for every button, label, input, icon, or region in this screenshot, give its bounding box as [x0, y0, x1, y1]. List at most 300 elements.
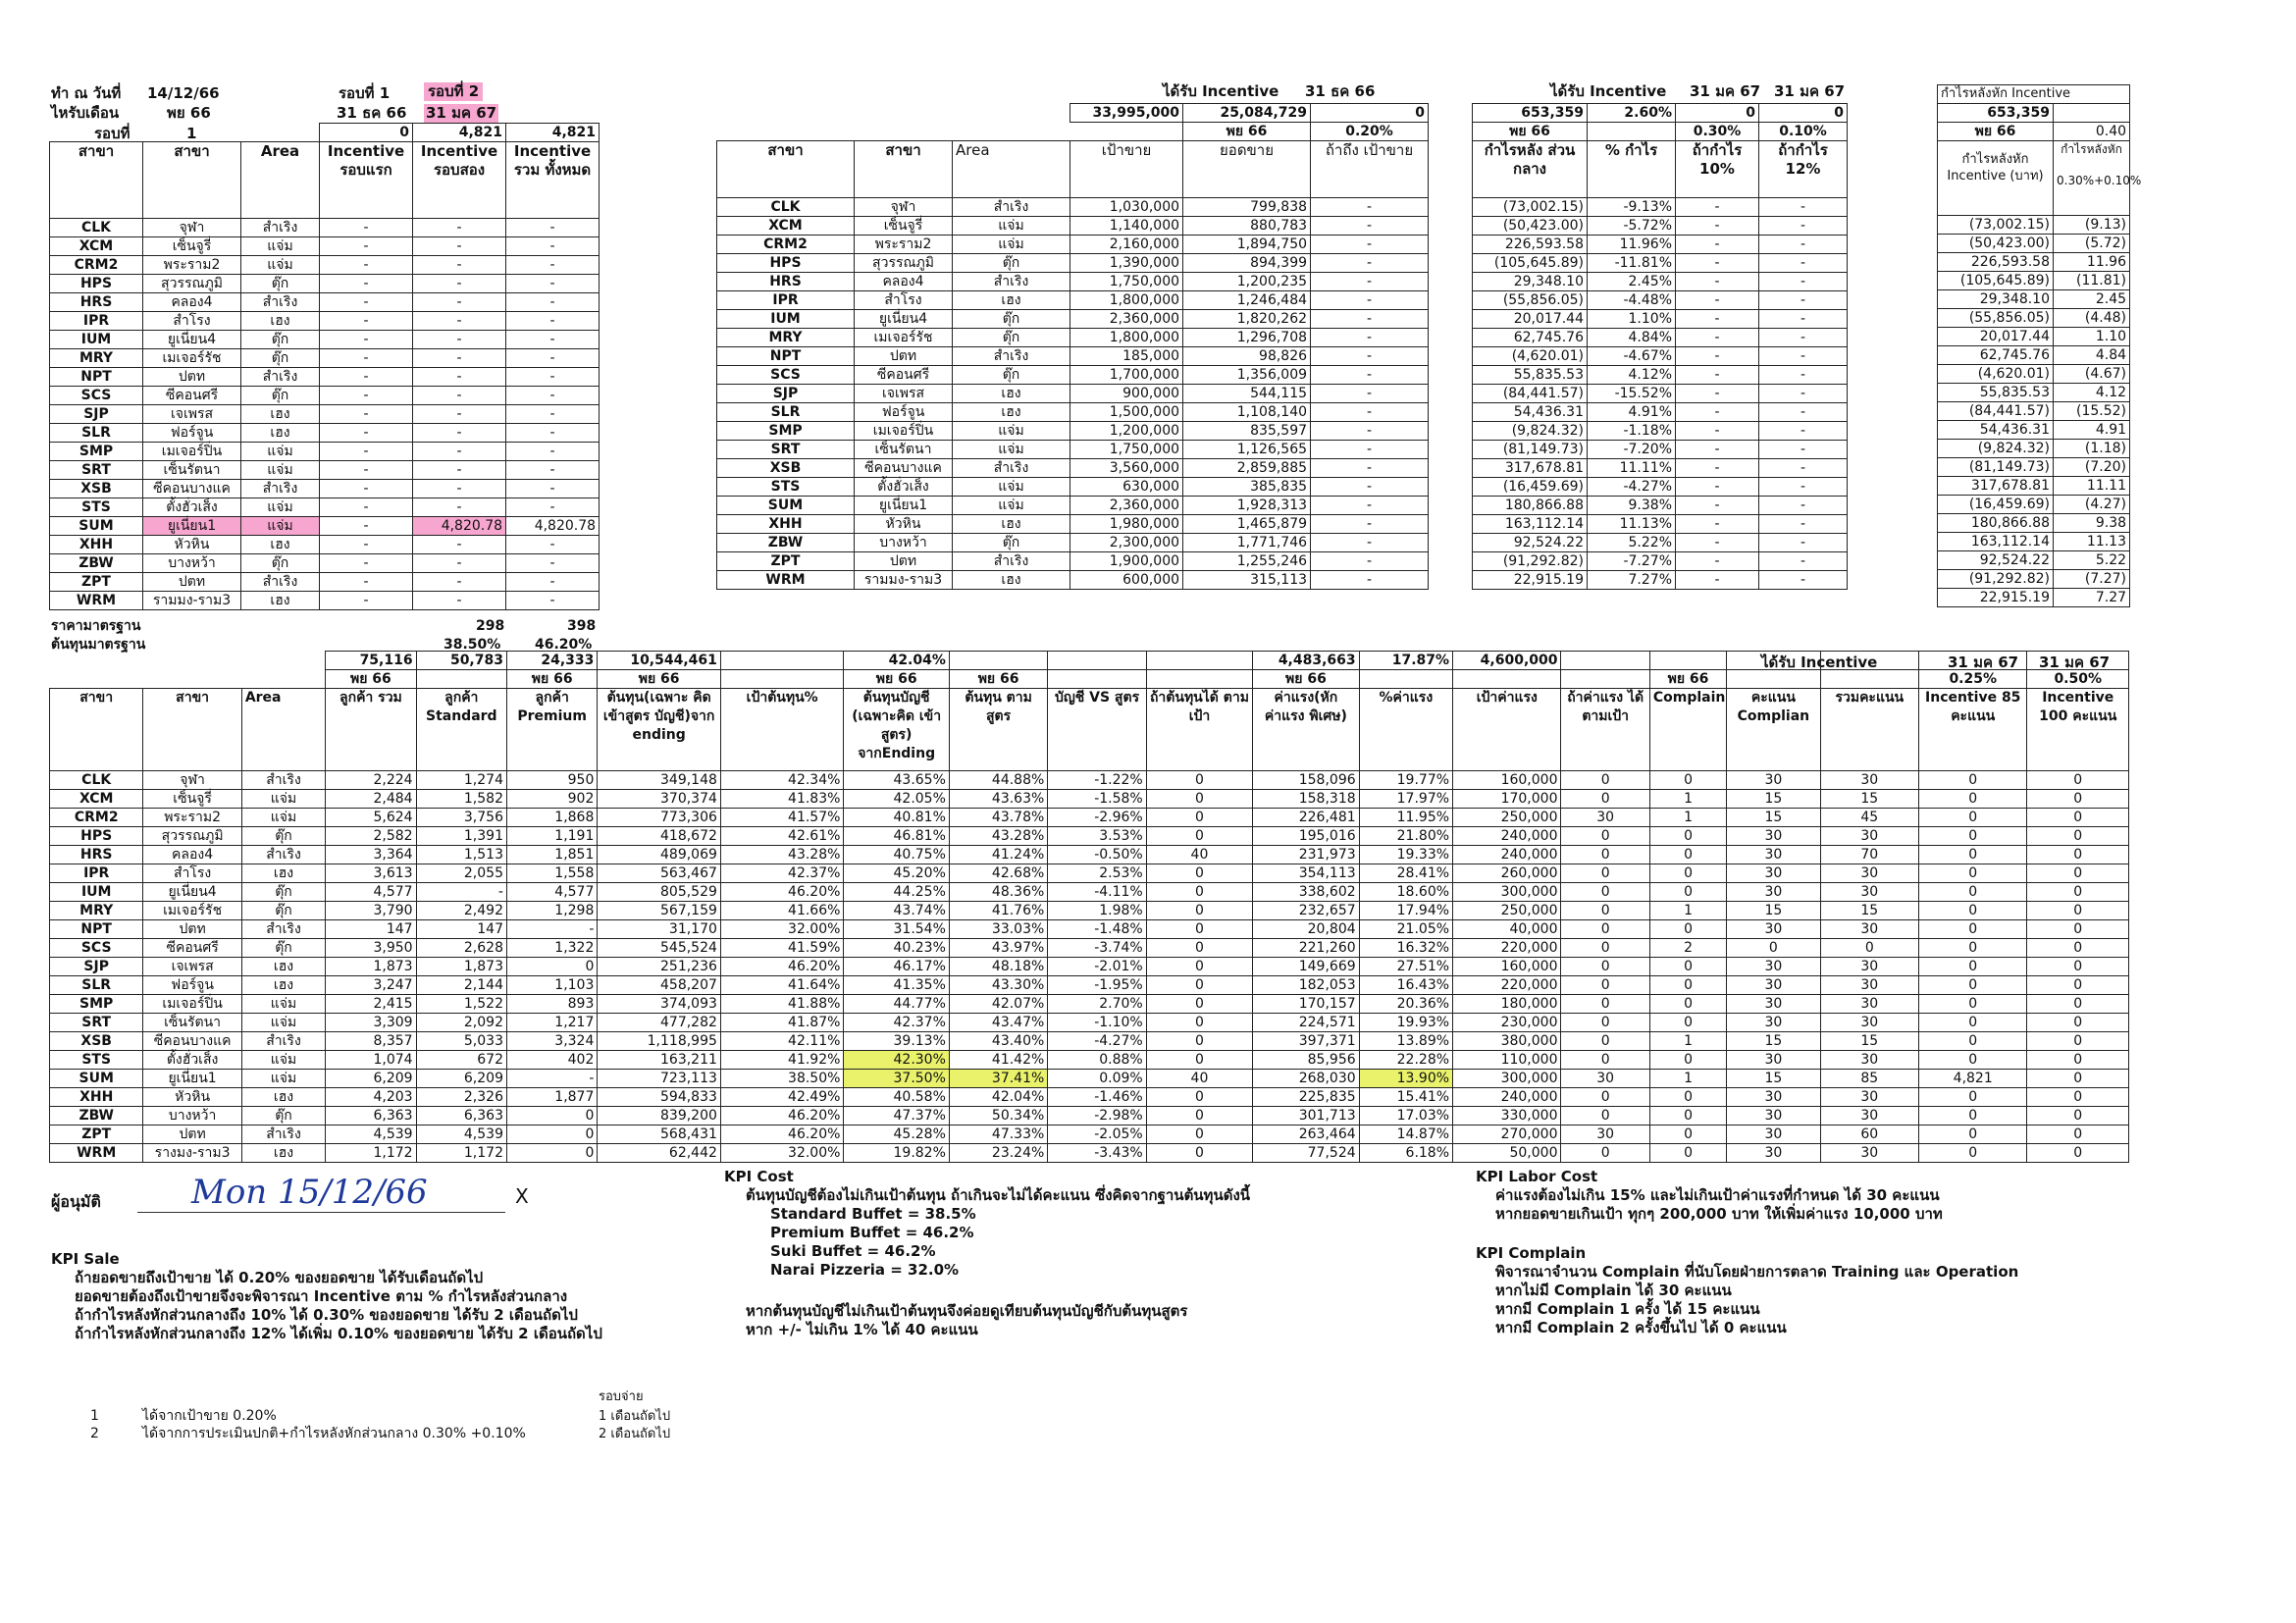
footnote-round: 2 เดือนถัดไป: [599, 1427, 671, 1441]
table-cell: 17.97%: [1359, 790, 1452, 809]
table-cell: 0: [1919, 902, 2027, 920]
table-cell: 0: [1649, 1126, 1726, 1144]
table-row: [1473, 552, 1848, 571]
table-cell: สำเริง: [241, 368, 320, 387]
table-cell: -3.74%: [1048, 939, 1146, 958]
table-cell: 42.05%: [844, 790, 949, 809]
table-cell: เฮง: [241, 312, 320, 331]
after-incentive-title: กำไรหลังหัก Incentive: [1938, 85, 2130, 104]
table-cell: ZBW: [717, 534, 855, 552]
table-cell: -: [413, 237, 506, 256]
footnote-text: ได้จากการประเมินปกติ+กำไรหลังหักส่วนกลาง 0.30% +0.10%: [142, 1426, 526, 1441]
table-row: [50, 958, 2129, 976]
table-cell: 46.20%: [720, 958, 844, 976]
table-cell: 0: [1649, 958, 1726, 976]
table-cell: 1,298: [506, 902, 597, 920]
table-cell: 5,624: [326, 809, 416, 827]
table-cell: 70: [1820, 846, 1918, 864]
table-cell: แจ่ม: [953, 441, 1070, 459]
table-cell: 3,790: [326, 902, 416, 920]
table-cell: STS: [50, 1051, 143, 1070]
table-row: [1938, 402, 2130, 421]
table-cell: (9,824.32): [1938, 440, 2054, 458]
table-cell: สำเริง: [241, 480, 320, 498]
table-cell: IUM: [717, 310, 855, 329]
table-cell: 42.61%: [720, 827, 844, 846]
table-cell: 232,657: [1253, 902, 1359, 920]
table-cell: -: [506, 256, 600, 275]
table-cell: หัวหิน: [143, 536, 241, 554]
col-header: [2054, 141, 2142, 216]
table-cell: 50.34%: [949, 1107, 1047, 1126]
table-cell: (16,459.69): [1473, 478, 1588, 497]
table-cell: -: [320, 237, 413, 256]
table-cell: 0: [1561, 1051, 1649, 1070]
table-cell: แจ่ม: [241, 237, 320, 256]
table-cell: 0: [1146, 771, 1252, 790]
table-cell: 158,318: [1253, 790, 1359, 809]
table-cell: 11.11%: [1588, 459, 1676, 478]
table-row: [717, 236, 1429, 254]
sales-rate: 0.20%: [1311, 123, 1429, 141]
table-cell: 3.53%: [1048, 827, 1146, 846]
table-cell: 1,200,000: [1070, 422, 1183, 441]
kpi-month: พย 66: [1649, 670, 1726, 689]
table-cell: ตั้งฮั่วเส็ง: [143, 1051, 241, 1070]
table-cell: 77,524: [1253, 1144, 1359, 1163]
table-cell: 42.49%: [720, 1088, 844, 1107]
table-cell: 41.57%: [720, 809, 844, 827]
after-incentive-rows: [1938, 216, 2130, 607]
table-cell: ZPT: [717, 552, 855, 571]
table-cell: 568,431: [598, 1126, 721, 1144]
table-cell: 30: [1820, 995, 1918, 1014]
table-cell: 1: [1649, 809, 1726, 827]
table-row: [1473, 497, 1848, 515]
table-cell: -: [1759, 534, 1848, 552]
table-row: [717, 254, 1429, 273]
table-cell: 41.59%: [720, 939, 844, 958]
table-cell: แจ่ม: [241, 1014, 325, 1032]
sales-total-sales: 25,084,729: [1183, 104, 1311, 123]
table-cell: -: [320, 405, 413, 424]
table-row: [50, 902, 2129, 920]
table-cell: (55,856.05): [1938, 309, 2054, 328]
table-cell: 163,112.14: [1938, 533, 2054, 551]
round2-total: 4,821: [413, 124, 506, 142]
table-cell: แจ่ม: [241, 995, 325, 1014]
table-cell: 0: [1561, 846, 1649, 864]
table-cell: (15.52): [2054, 402, 2130, 421]
table-cell: XHH: [50, 536, 143, 554]
table-cell: -: [1759, 422, 1848, 441]
table-cell: 85: [1820, 1070, 1918, 1088]
col-header: ลูกค้า รวม: [326, 689, 416, 771]
table-cell: 0: [2027, 864, 2129, 883]
table-cell: -: [1676, 291, 1759, 310]
table-cell: ซีคอนศรี: [143, 387, 241, 405]
table-cell: 85,956: [1253, 1051, 1359, 1070]
table-cell: 40,000: [1453, 920, 1561, 939]
table-cell: สำเริง: [953, 198, 1070, 217]
table-row: [717, 497, 1429, 515]
table-cell: -: [413, 443, 506, 461]
table-cell: 0: [1146, 1107, 1252, 1126]
table-cell: 315,113: [1183, 571, 1311, 590]
table-cell: 29,348.10: [1473, 273, 1588, 291]
table-cell: 2,160,000: [1070, 236, 1183, 254]
table-cell: 4,820.78: [506, 517, 600, 536]
std-price-label: ราคามาตรฐาน: [51, 618, 141, 634]
table-cell: XHH: [717, 515, 855, 534]
table-cell: -: [320, 293, 413, 312]
table-row: [50, 256, 600, 275]
table-cell: -4.27%: [1588, 478, 1676, 497]
sales-table: [716, 103, 1429, 590]
table-cell: 2: [1649, 939, 1726, 958]
kpi-complain-title: KPI Complain: [1476, 1244, 1587, 1262]
table-cell: 2,326: [416, 1088, 506, 1107]
table-cell: สำโรง: [143, 312, 241, 331]
table-cell: 397,371: [1253, 1032, 1359, 1051]
table-cell: พระราม2: [143, 256, 241, 275]
table-cell: 1,030,000: [1070, 198, 1183, 217]
table-row: [50, 976, 2129, 995]
table-cell: 43.63%: [949, 790, 1047, 809]
col-header: เป้าต้นทุน%: [720, 689, 844, 771]
table-cell: แจ่ม: [953, 217, 1070, 236]
table-cell: CLK: [50, 771, 143, 790]
table-cell: 1,582: [416, 790, 506, 809]
table-cell: 1,750,000: [1070, 441, 1183, 459]
kpi-date1: 31 มค 67: [1948, 654, 2019, 671]
table-row: [50, 827, 2129, 846]
table-cell: เมเจอร์รัช: [143, 349, 241, 368]
table-cell: SCS: [50, 387, 143, 405]
table-cell: -: [506, 293, 600, 312]
table-cell: แจ่ม: [953, 236, 1070, 254]
table-cell: 60: [1820, 1126, 1918, 1144]
table-cell: -: [320, 275, 413, 293]
col-header: ถ้ากำไร 12%: [1759, 141, 1848, 198]
table-cell: 1,246,484: [1183, 291, 1311, 310]
table-cell: -: [1759, 571, 1848, 590]
after-incentive-table: [1937, 84, 2142, 607]
table-row: [717, 571, 1429, 590]
approver-signature: Mon 15/12/66: [191, 1173, 428, 1212]
table-cell: แจ่ม: [241, 443, 320, 461]
table-cell: HRS: [50, 846, 143, 864]
table-cell: (91,292.82): [1473, 552, 1588, 571]
table-cell: -: [1311, 366, 1429, 385]
table-cell: 0: [1146, 1014, 1252, 1032]
table-cell: (50,423.00): [1938, 235, 2054, 253]
table-cell: 0: [1561, 1144, 1649, 1163]
table-cell: SJP: [50, 405, 143, 424]
table-cell: (9,824.32): [1473, 422, 1588, 441]
table-cell: 1,800,000: [1070, 329, 1183, 347]
table-cell: 20,804: [1253, 920, 1359, 939]
table-cell: 0: [1919, 958, 2027, 976]
table-cell: WRM: [50, 1144, 143, 1163]
table-cell: 773,306: [598, 809, 721, 827]
table-cell: -: [1311, 534, 1429, 552]
table-row: [1938, 458, 2130, 477]
footnote-num: 1: [90, 1408, 99, 1424]
table-cell: 4,577: [326, 883, 416, 902]
table-cell: -: [320, 517, 413, 536]
profit-month: พย 66: [1473, 123, 1588, 141]
table-cell: 0: [1919, 939, 2027, 958]
table-cell: HRS: [717, 273, 855, 291]
table-cell: 1,172: [326, 1144, 416, 1163]
table-cell: 2,092: [416, 1014, 506, 1032]
table-cell: -: [1311, 273, 1429, 291]
table-row: [717, 403, 1429, 422]
table-cell: 30: [1820, 883, 1918, 902]
table-row: [1473, 534, 1848, 552]
table-cell: (84,441.57): [1473, 385, 1588, 403]
kpi-total-customers: 75,116: [326, 652, 416, 670]
table-row: [717, 385, 1429, 403]
table-cell: -: [1311, 403, 1429, 422]
table-cell: 0: [1561, 995, 1649, 1014]
table-cell: 1,820,262: [1183, 310, 1311, 329]
table-cell: 41.42%: [949, 1051, 1047, 1070]
sales-total-incentive: 0: [1311, 104, 1429, 123]
table-cell: 15: [1727, 790, 1820, 809]
table-cell: เฮง: [241, 1144, 325, 1163]
table-cell: 4,539: [416, 1126, 506, 1144]
table-cell: 33.03%: [949, 920, 1047, 939]
col-header: บัญชี VS สูตร: [1048, 689, 1146, 771]
table-cell: 39.13%: [844, 1032, 949, 1051]
table-cell: 41.24%: [949, 846, 1047, 864]
table-cell: NPT: [717, 347, 855, 366]
table-cell: 0: [1919, 846, 2027, 864]
table-cell: แจ่ม: [953, 478, 1070, 497]
table-cell: 0: [1561, 827, 1649, 846]
table-row: [50, 1126, 2129, 1144]
footnote-round: 1 เดือนถัดไป: [599, 1409, 671, 1424]
table-cell: 2,224: [326, 771, 416, 790]
table-cell: 28.41%: [1359, 864, 1452, 883]
table-cell: 43.78%: [949, 809, 1047, 827]
table-row: [50, 1088, 2129, 1107]
table-cell: 62,442: [598, 1144, 721, 1163]
table-cell: 0: [1561, 976, 1649, 995]
table-cell: SCS: [50, 939, 143, 958]
table-cell: XSB: [50, 480, 143, 498]
table-cell: 0: [1649, 771, 1726, 790]
table-cell: 0: [1146, 958, 1252, 976]
table-cell: -1.10%: [1048, 1014, 1146, 1032]
table-cell: ตุ๊ก: [953, 329, 1070, 347]
table-cell: 30: [1727, 958, 1820, 976]
profit-total-10: 0: [1676, 104, 1759, 123]
table-cell: 0: [1561, 902, 1649, 920]
kpi-cost-item: Standard Buffet = 38.5%: [770, 1205, 976, 1223]
table-cell: 37.50%: [844, 1070, 949, 1088]
table-cell: 18.60%: [1359, 883, 1452, 902]
table-cell: 0: [1649, 827, 1726, 846]
table-cell: 0: [1146, 1032, 1252, 1051]
col-header: Area: [953, 141, 1070, 198]
table-row: [1473, 385, 1848, 403]
kpi-date2: 31 มค 67: [2039, 654, 2111, 671]
table-cell: สำเริง: [241, 1126, 325, 1144]
table-cell: 0: [1919, 995, 2027, 1014]
table-cell: เฮง: [241, 864, 325, 883]
std-price-2: 398: [567, 618, 597, 634]
table-cell: 900,000: [1070, 385, 1183, 403]
kpi-sale-line: ยอดขายต้องถึงเป้าขายจึงจะพิจารณา Incentive ตาม % กำไรหลังส่วนกลาง: [75, 1287, 568, 1305]
table-cell: -: [416, 883, 506, 902]
after-incentive-total: 653,359: [1938, 104, 2054, 123]
table-row: [50, 219, 600, 237]
table-cell: เจเพรส: [143, 405, 241, 424]
table-cell: 40.58%: [844, 1088, 949, 1107]
table-cell: 0: [1146, 939, 1252, 958]
table-cell: เซ็นรัตนา: [855, 441, 953, 459]
table-cell: 0: [1146, 1088, 1252, 1107]
table-cell: 1,868: [506, 809, 597, 827]
table-cell: 0: [1727, 939, 1820, 958]
table-cell: -4.48%: [1588, 291, 1676, 310]
table-cell: -: [506, 237, 600, 256]
table-cell: 268,030: [1253, 1070, 1359, 1088]
table-cell: -: [1759, 515, 1848, 534]
table-cell: -: [320, 536, 413, 554]
table-cell: -9.13%: [1588, 198, 1676, 217]
table-row: [717, 198, 1429, 217]
table-row: [50, 387, 600, 405]
table-row: [1473, 571, 1848, 590]
table-row: [50, 920, 2129, 939]
table-cell: 1,900,000: [1070, 552, 1183, 571]
sales-total-target: 33,995,000: [1070, 104, 1183, 123]
table-cell: 1: [1649, 1070, 1726, 1088]
table-cell: 2.70%: [1048, 995, 1146, 1014]
table-cell: เฮง: [241, 536, 320, 554]
kpi-month: พย 66: [949, 670, 1047, 689]
table-cell: 1,200,235: [1183, 273, 1311, 291]
table-cell: -: [1311, 385, 1429, 403]
col-header: Incentive 85 คะแนน: [1919, 689, 2027, 771]
table-cell: 43.74%: [844, 902, 949, 920]
table-cell: 458,207: [598, 976, 721, 995]
table-cell: -: [320, 424, 413, 443]
table-cell: -: [1311, 236, 1429, 254]
kpi-total-labor: 4,483,663: [1253, 652, 1359, 670]
profit-table: [1472, 103, 1848, 590]
table-cell: เซ็นจูรี่: [143, 790, 241, 809]
kpi-month: พย 66: [598, 670, 721, 689]
table-cell: 1,322: [506, 939, 597, 958]
table-cell: 15: [1727, 902, 1820, 920]
table-cell: -: [1311, 515, 1429, 534]
table-cell: -: [1759, 291, 1848, 310]
table-cell: 48.18%: [949, 958, 1047, 976]
table-cell: เซ็นรัตนา: [143, 461, 241, 480]
table-row: [50, 1032, 2129, 1051]
table-cell: 4.84%: [1588, 329, 1676, 347]
table-cell: 43.30%: [949, 976, 1047, 995]
table-cell: -7.27%: [1588, 552, 1676, 571]
table-row: [1473, 329, 1848, 347]
kpi-cost-title: KPI Cost: [724, 1168, 794, 1185]
table-cell: (55,856.05): [1473, 291, 1588, 310]
table-cell: 27.51%: [1359, 958, 1452, 976]
table-cell: 180,000: [1453, 995, 1561, 1014]
table-cell: -: [1759, 347, 1848, 366]
table-cell: ZPT: [50, 573, 143, 592]
table-cell: 16.43%: [1359, 976, 1452, 995]
round1-label: รอบที่ 1: [339, 84, 391, 102]
table-cell: ตุ๊ก: [241, 1107, 325, 1126]
table-cell: -: [413, 554, 506, 573]
table-cell: -: [1676, 534, 1759, 552]
table-row: [50, 554, 600, 573]
table-cell: 20,017.44: [1938, 328, 2054, 346]
table-cell: 7.27%: [1588, 571, 1676, 590]
table-cell: 1,980,000: [1070, 515, 1183, 534]
table-row: [717, 273, 1429, 291]
table-cell: 1,140,000: [1070, 217, 1183, 236]
table-row: [50, 424, 600, 443]
table-cell: ตุ๊ก: [241, 883, 325, 902]
table-cell: 1,750,000: [1070, 273, 1183, 291]
table-cell: 11.13: [2054, 533, 2130, 551]
table-cell: 0: [1820, 939, 1918, 958]
table-cell: 0: [2027, 995, 2129, 1014]
table-cell: 0: [2027, 771, 2129, 790]
table-cell: -: [506, 480, 600, 498]
table-cell: -: [506, 461, 600, 480]
table-cell: 5,033: [416, 1032, 506, 1051]
table-row: [717, 534, 1429, 552]
col-header: ต้นทุนบัญชี (เฉพาะคิด เข้าสูตร) จากEnding: [844, 689, 949, 771]
table-cell: 30: [1820, 771, 1918, 790]
table-cell: 46.17%: [844, 958, 949, 976]
table-cell: 2,492: [416, 902, 506, 920]
table-row: [50, 573, 600, 592]
profit-total-pct: 2.60%: [1588, 104, 1676, 123]
table-cell: ตุ๊ก: [953, 254, 1070, 273]
table-cell: ตุ๊ก: [953, 310, 1070, 329]
table-cell: 42.37%: [720, 864, 844, 883]
table-cell: 839,200: [598, 1107, 721, 1126]
table-cell: -2.05%: [1048, 1126, 1146, 1144]
table-cell: 0: [1146, 1051, 1252, 1070]
kpi-cost-note: หากต้นทุนบัญชีไม่เกินเป้าต้นทุนจึงค่อยดูเทียบต้นทุนบัญชีกับต้นทุนสูตร: [746, 1302, 1188, 1320]
table-cell: สุวรรณภูมิ: [143, 275, 241, 293]
table-cell: 0: [1919, 883, 2027, 902]
table-cell: (11.81): [2054, 272, 2130, 290]
table-cell: ยูเนี่ยน1: [855, 497, 953, 515]
table-cell: 44.77%: [844, 995, 949, 1014]
table-cell: (105,645.89): [1938, 272, 2054, 290]
table-cell: -: [1676, 552, 1759, 571]
table-cell: 41.92%: [720, 1051, 844, 1070]
table-cell: 185,000: [1070, 347, 1183, 366]
table-row: [1473, 459, 1848, 478]
month-label: ไหรับเดือน: [51, 104, 120, 122]
table-row: [1938, 253, 2130, 272]
table-cell: 250,000: [1453, 809, 1561, 827]
table-cell: 23.24%: [949, 1144, 1047, 1163]
table-cell: MRY: [717, 329, 855, 347]
